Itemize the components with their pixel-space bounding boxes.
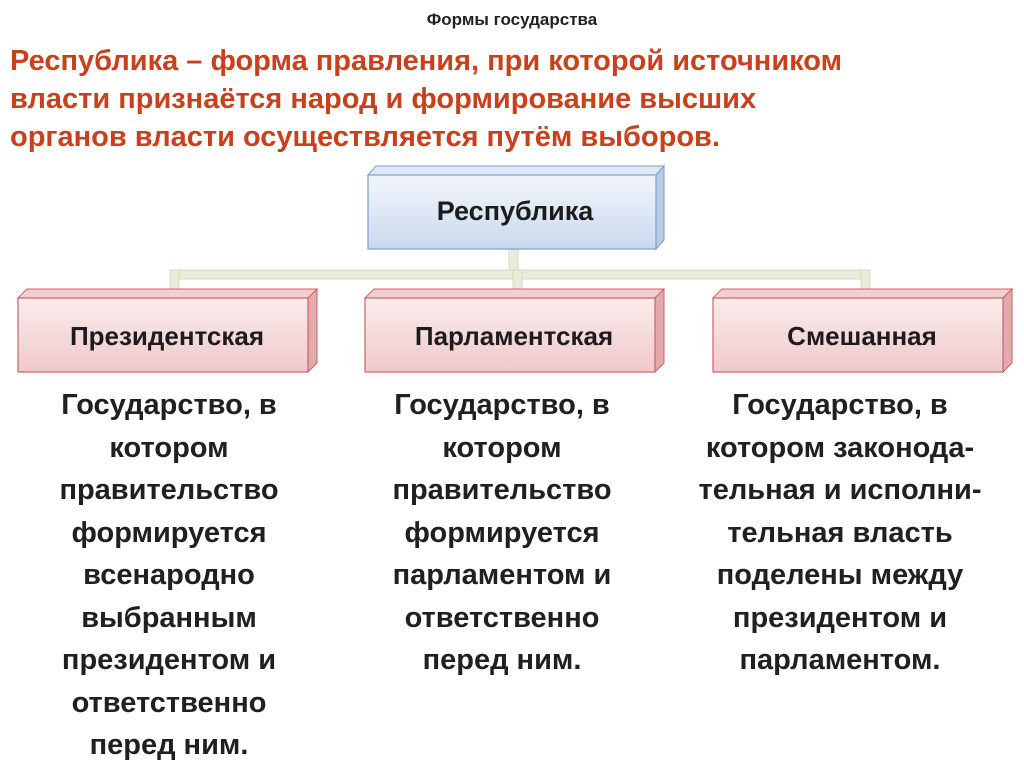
description-mixed bbox=[664, 384, 1016, 682]
description-line: тельная власть bbox=[727, 516, 953, 549]
form-box-label: Парламентская bbox=[414, 321, 614, 351]
description-line: Государство, в bbox=[61, 389, 277, 421]
description-line: Государство, в bbox=[394, 389, 610, 421]
definition-line: власти признаётся народ и формирование высших bbox=[10, 83, 757, 115]
description-line: ответственно bbox=[404, 601, 600, 634]
description-line: котором законода- bbox=[705, 431, 975, 464]
description-line: поделены между bbox=[716, 559, 964, 591]
description-line: ответственно bbox=[71, 686, 267, 719]
page-title: Формы государства bbox=[426, 10, 598, 29]
description-line: президентом и bbox=[732, 601, 948, 634]
description-line: парламентом. bbox=[739, 644, 941, 676]
description-line: формируется bbox=[404, 516, 600, 549]
form-box-presidential bbox=[17, 289, 317, 373]
description-line: Государство, в bbox=[732, 389, 948, 421]
description-line: перед ним. bbox=[89, 729, 249, 761]
description-line: перед ним. bbox=[422, 644, 582, 676]
description-presidential bbox=[20, 384, 318, 767]
root-box-republic bbox=[366, 166, 664, 250]
description-line: выбранным bbox=[81, 601, 257, 634]
form-box-parliamentary bbox=[364, 289, 664, 373]
description-line: тельная и исполни- bbox=[698, 474, 982, 506]
form-box-label: Президентская bbox=[69, 321, 265, 351]
definition-line: Республика – форма правления, при которой источником bbox=[10, 45, 843, 77]
description-line: котором bbox=[442, 431, 562, 464]
description-parliamentary bbox=[352, 384, 652, 682]
description-line: котором bbox=[109, 431, 229, 464]
definition-line: органов власти осуществляется путём выборов. bbox=[10, 121, 720, 153]
description-line: правительство bbox=[392, 474, 612, 506]
form-box-label: Смешанная bbox=[787, 321, 937, 351]
root-box-label: Республика bbox=[436, 196, 594, 226]
description-line: всенародно bbox=[83, 559, 255, 591]
description-line: формируется bbox=[71, 516, 267, 549]
description-line: президентом и bbox=[61, 644, 277, 676]
form-box-mixed bbox=[712, 289, 1012, 373]
description-line: правительство bbox=[59, 474, 279, 506]
description-line: парламентом и bbox=[392, 559, 612, 591]
